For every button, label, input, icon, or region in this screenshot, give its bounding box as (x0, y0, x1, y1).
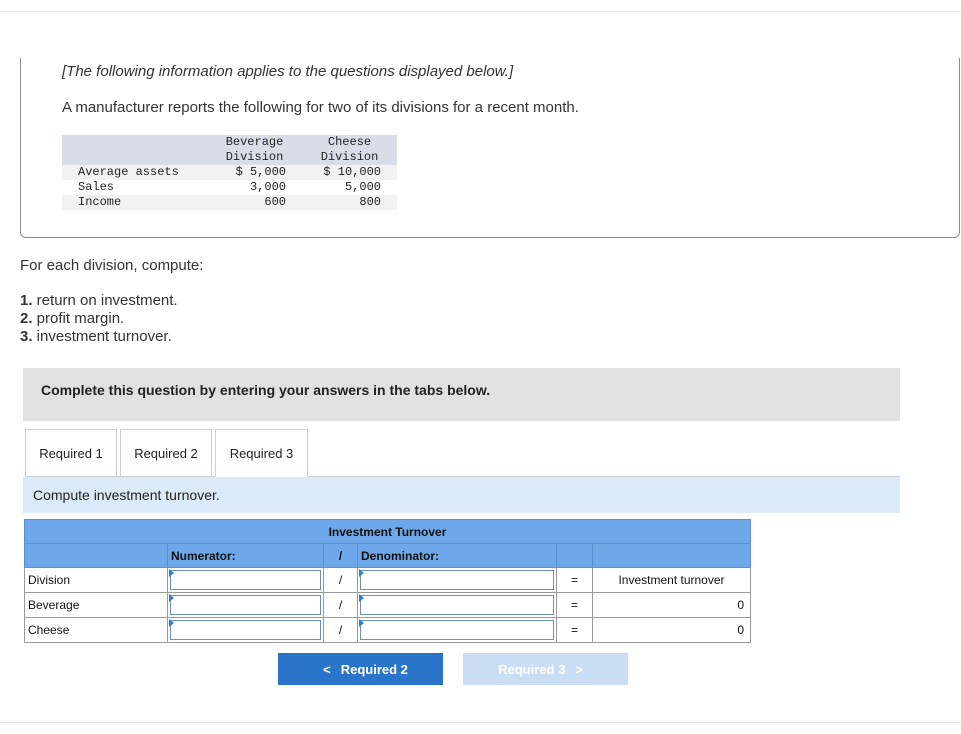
numerator-cell (168, 593, 324, 618)
header-beverage-line1: Beverage (225, 135, 284, 149)
previous-button-label: Required 2 (340, 661, 408, 677)
header-cheese-line1: Cheese (327, 135, 372, 149)
requirement-text: return on investment. (32, 292, 178, 309)
result-header: Investment turnover (593, 568, 751, 593)
row-label: Average assets (62, 165, 207, 180)
denominator-cell (358, 593, 557, 618)
header-beverage-line2: Division (225, 150, 284, 164)
divide-symbol: / (324, 544, 358, 568)
numerator-cell (168, 568, 324, 593)
question-prompt: Compute investment turnover. (23, 477, 900, 513)
beverage-value: 600 (207, 195, 302, 210)
table-row (62, 195, 397, 210)
equals-symbol: = (557, 593, 593, 618)
table-header-beverage (207, 135, 302, 165)
input-flag-icon (169, 619, 174, 627)
denominator-header: Denominator: (358, 544, 557, 568)
instructions-intro: For each division, compute: (20, 257, 204, 274)
denominator-input-beverage[interactable] (360, 595, 554, 615)
input-flag-icon (169, 594, 174, 602)
row-label: Cheese (25, 618, 168, 643)
chevron-left-icon: < (323, 661, 331, 677)
beverage-value: $ 5,000 (207, 165, 302, 180)
input-flag-icon (169, 569, 174, 577)
table-row (25, 593, 751, 618)
numerator-header: Numerator: (168, 544, 324, 568)
investment-turnover-table (24, 519, 751, 643)
requirement-item (20, 328, 178, 346)
table-header-blank (62, 135, 207, 165)
divide-symbol: / (324, 568, 358, 593)
table-row (62, 165, 397, 180)
equals-symbol: = (557, 568, 593, 593)
table-row (25, 618, 751, 643)
denominator-input-cheese[interactable] (360, 620, 554, 640)
divide-symbol: / (324, 593, 358, 618)
label-row (25, 544, 751, 568)
title-row (25, 520, 751, 544)
bottom-divider (0, 722, 961, 723)
info-note: [The following information applies to the questions displayed below.] (62, 63, 514, 80)
cheese-value: $ 10,000 (302, 165, 397, 180)
requirement-item (20, 292, 178, 310)
numerator-input-division[interactable] (170, 570, 321, 590)
header-blank (593, 544, 751, 568)
row-label: Beverage (25, 593, 168, 618)
previous-required-button[interactable] (278, 653, 443, 685)
requirement-text: investment turnover. (32, 328, 172, 345)
row-label: Sales (78, 180, 115, 194)
info-lead: A manufacturer reports the following for two of its divisions for a recent month. (62, 99, 579, 116)
denominator-cell (358, 568, 557, 593)
beverage-value: 3,000 (249, 180, 286, 194)
complete-banner: Complete this question by entering your answers in the tabs below. (23, 368, 900, 421)
numerator-cell (168, 618, 324, 643)
requirement-text: profit margin. (32, 310, 125, 327)
next-required-button[interactable] (463, 653, 628, 685)
requirement-number: 2. (20, 310, 33, 327)
result-value: 0 (593, 593, 751, 618)
row-label: Division (25, 568, 168, 593)
numerator-input-cheese[interactable] (170, 620, 321, 640)
header-cheese-line2: Division (320, 150, 379, 164)
table-row (25, 568, 751, 593)
header-blank (25, 544, 168, 568)
table-title: Investment Turnover (25, 520, 751, 544)
input-flag-icon (359, 569, 364, 577)
denominator-cell (358, 618, 557, 643)
chevron-right-icon: > (575, 661, 583, 677)
input-flag-icon (359, 594, 364, 602)
input-flag-icon (359, 619, 364, 627)
equals-symbol: = (557, 618, 593, 643)
requirement-number: 1. (20, 292, 33, 309)
next-button-label: Required 3 (498, 661, 566, 677)
numerator-input-beverage[interactable] (170, 595, 321, 615)
result-value: 0 (593, 618, 751, 643)
tab-required-1[interactable]: Required 1 (25, 429, 117, 477)
tab-required-3[interactable]: Required 3 (215, 429, 308, 477)
requirement-number: 3. (20, 328, 33, 345)
header-blank (557, 544, 593, 568)
division-data-table (62, 135, 397, 210)
requirements-list (20, 292, 178, 346)
table-header-cheese (302, 135, 397, 165)
table-row (62, 180, 397, 195)
divide-symbol: / (324, 618, 358, 643)
cheese-value: 5,000 (344, 180, 381, 194)
row-label: Income (62, 195, 207, 210)
denominator-input-division[interactable] (360, 570, 554, 590)
tab-required-2[interactable]: Required 2 (120, 429, 212, 477)
requirement-item (20, 310, 178, 328)
top-divider (0, 11, 961, 12)
cheese-value: 800 (302, 195, 397, 210)
tab-bar (25, 429, 311, 477)
